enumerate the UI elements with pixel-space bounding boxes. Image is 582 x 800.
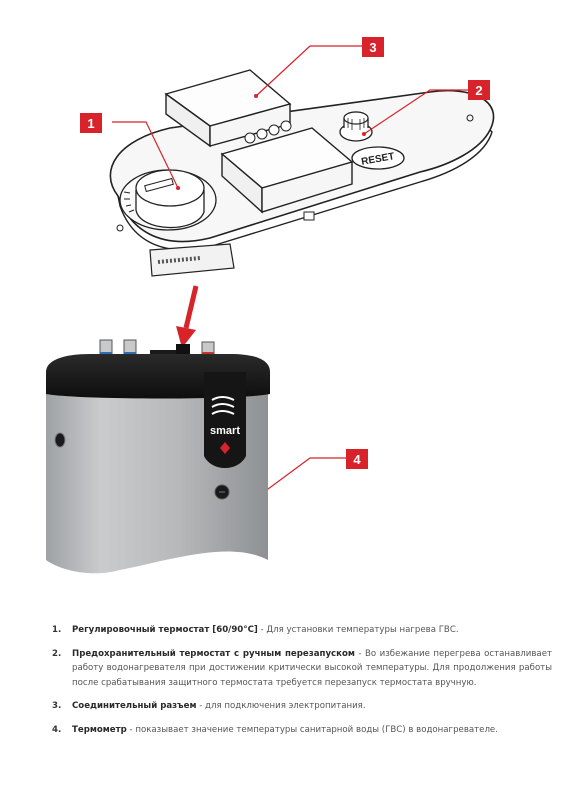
callout-2: 2 bbox=[468, 80, 490, 100]
legend-number: 4. bbox=[52, 724, 62, 735]
legend-number: 1. bbox=[52, 625, 62, 635]
legend-term: Соединительный разъем bbox=[72, 701, 197, 711]
legend-term: Регулировочный термостат [60/90°C] bbox=[72, 625, 258, 635]
legend-text: - Для установки температуры нагрева ГВС. bbox=[257, 625, 459, 635]
callout-3: 3 bbox=[362, 37, 384, 57]
reset-label: RESET bbox=[360, 151, 396, 168]
legend-text: - для подключения электропитания. bbox=[196, 701, 366, 711]
legend-term: Предохранительный термостат с ручным перезапуском bbox=[72, 648, 355, 659]
callout-1: 1 bbox=[80, 113, 102, 133]
legend-item-3 bbox=[52, 699, 552, 714]
legend-item-2 bbox=[52, 647, 552, 691]
mounting-arrow bbox=[176, 286, 196, 348]
legend-text: - Во избежание перегрева останавливает работу водонагревателя при достижении критически высокой температуры. Для продолжения работы после срабатывания защитного термостата требуется перезапуск термостата вручную. bbox=[72, 648, 552, 688]
legend-list bbox=[52, 623, 552, 746]
legend-item-4 bbox=[52, 723, 552, 738]
brand-label: smart bbox=[210, 425, 240, 437]
callout-4: 4 bbox=[346, 449, 368, 469]
legend-number: 2. bbox=[52, 648, 62, 659]
legend-term: Термометр bbox=[72, 724, 127, 735]
legend-number: 3. bbox=[52, 701, 62, 711]
legend-item-1 bbox=[52, 623, 552, 638]
thermostat-plate bbox=[110, 70, 493, 276]
water-heater bbox=[46, 340, 270, 573]
legend-text: - показывает значение температуры санитарной воды (ГВС) в водонагревателе. bbox=[126, 724, 498, 735]
